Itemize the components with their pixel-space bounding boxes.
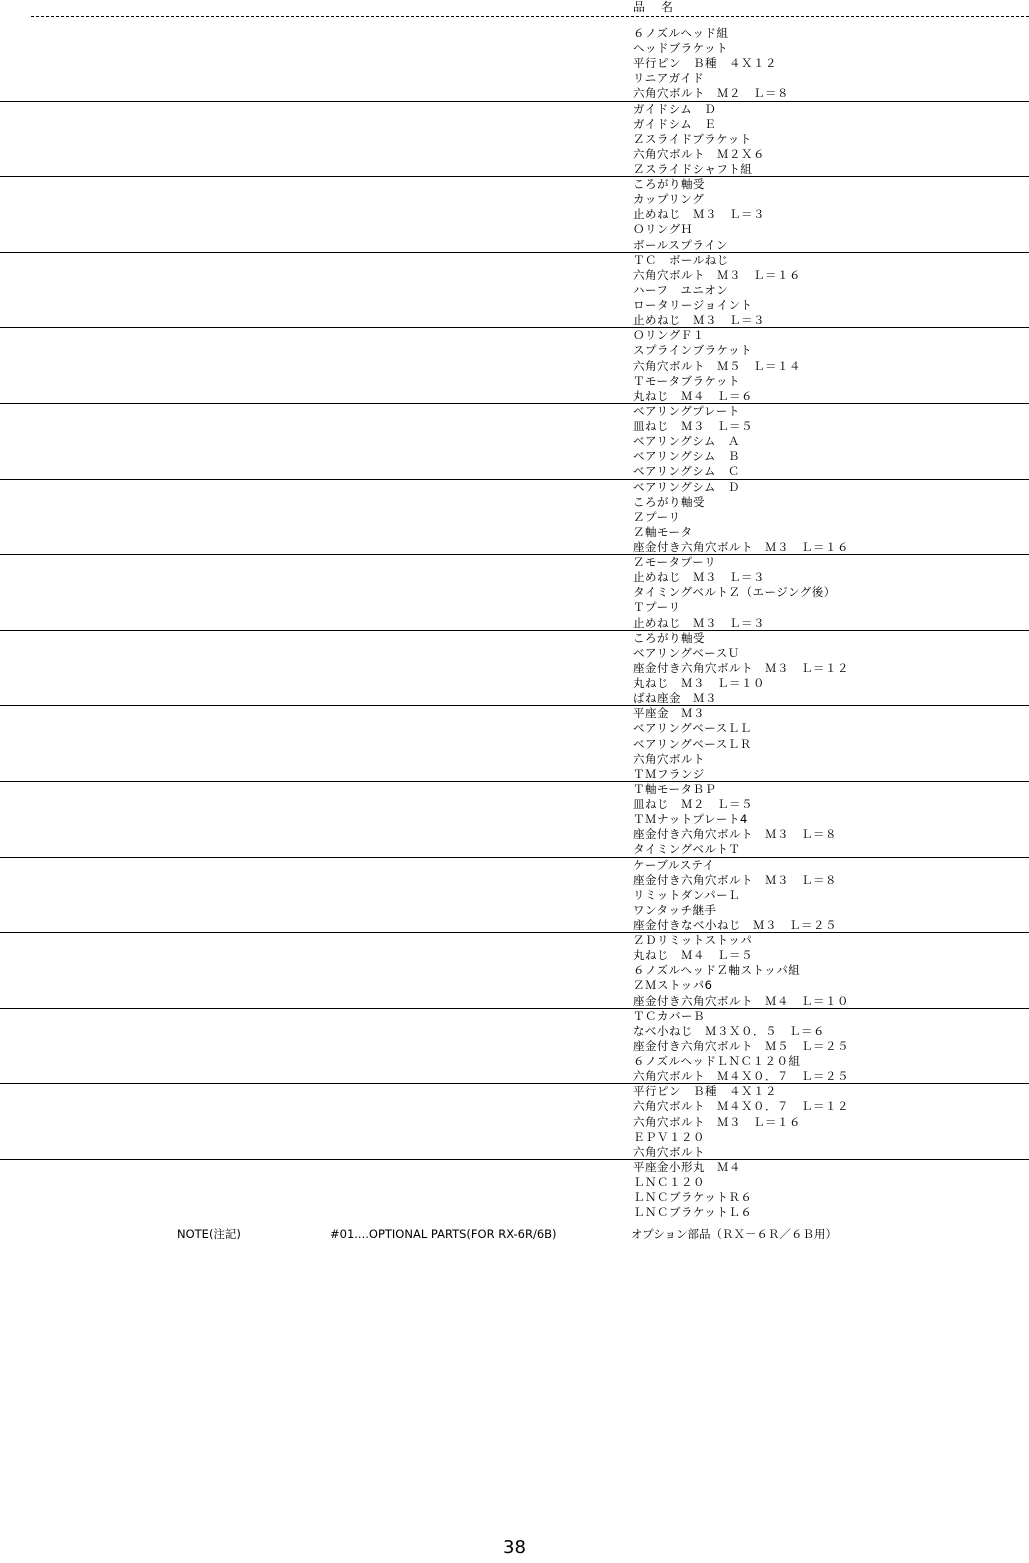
- part-name: 止めねじ Ｍ３ Ｌ＝３: [633, 570, 765, 585]
- part-name: Ｚスライドブラケット: [633, 131, 752, 146]
- part-name: Ｚスライドシャフト組: [633, 161, 753, 176]
- parts-group: [0, 1009, 1029, 1085]
- part-name: ころがり軸受: [633, 494, 705, 509]
- part-name: スプラインブラケット: [633, 343, 753, 358]
- part-name: 六角穴ボルト Ｍ４Ｘ０．７ Ｌ＝２５: [633, 1069, 849, 1084]
- parts-group-names: [633, 480, 849, 555]
- part-name: ＴＣカバーＢ: [633, 1008, 705, 1023]
- parts-group: [0, 631, 1029, 707]
- part-name: ベアリングベースＵ: [633, 645, 740, 660]
- part-name: 座金付き六角穴ボルト Ｍ３ Ｌ＝１６: [633, 539, 849, 554]
- part-name: 止めねじ Ｍ３ Ｌ＝３: [633, 615, 765, 630]
- part-name: ハーフ ユニオン: [633, 282, 729, 297]
- note-label: NOTE(注記): [177, 1227, 241, 1241]
- parts-group-names: [633, 404, 753, 479]
- parts-group-names: [633, 1009, 849, 1084]
- part-name: タイミングベルトＴ: [633, 842, 741, 857]
- part-name: 六角穴ボルト Ｍ２Ｘ６: [633, 146, 765, 161]
- part-name: ベアリングシム Ｂ: [633, 449, 740, 464]
- part-name: ころがり軸受: [633, 177, 705, 192]
- part-name: Ｚプーリ: [633, 509, 681, 524]
- part-name: ベアリングベースＬＬ: [633, 721, 752, 736]
- part-name: ガイドシム Ｅ: [633, 116, 717, 131]
- part-name: ＥＰＶ１２０: [633, 1129, 705, 1144]
- part-name: ベアリングシム Ａ: [633, 434, 740, 449]
- part-name: ベアリングプレート: [633, 403, 740, 418]
- part-name: 六角穴ボルト Ｍ２ Ｌ＝８: [633, 86, 789, 101]
- part-name: Ｔ軸モータＢＰ: [633, 781, 717, 796]
- part-name: 丸ねじ Ｍ４ Ｌ＝６: [633, 388, 753, 403]
- parts-group: [0, 555, 1029, 631]
- parts-group: [0, 480, 1029, 556]
- parts-group: [0, 1084, 1029, 1160]
- part-name: 六角穴ボルト Ｍ４Ｘ０．７ Ｌ＝１２: [633, 1099, 849, 1114]
- part-name: ワンタッチ継手: [633, 902, 717, 917]
- part-name: ＯリングＨ: [633, 222, 693, 237]
- part-name: ヘッドブラケット: [633, 41, 729, 56]
- note-optional-parts-ja: オプション部品（ＲＸ－６Ｒ／６Ｂ用）: [631, 1227, 837, 1241]
- part-name: 座金付き六角穴ボルト Ｍ３ Ｌ＝１２: [633, 660, 849, 675]
- part-name: タイミングベルトＺ（エージング後）: [633, 585, 836, 600]
- part-name: リミットダンパーＬ: [633, 887, 741, 902]
- parts-group-names: [633, 26, 789, 101]
- part-name: Ｚ軸モータ: [633, 524, 693, 539]
- parts-group: [0, 253, 1029, 329]
- part-name: ケーブルステイ: [633, 857, 715, 872]
- part-name: 平行ピン Ｂ種 ４Ｘ１２: [633, 1084, 777, 1099]
- part-name: ころがり軸受: [633, 630, 705, 645]
- part-name: ＬＮＣブラケットＬ６: [633, 1205, 753, 1220]
- parts-group: [0, 177, 1029, 253]
- part-name: 座金付きなべ小ねじ Ｍ３ Ｌ＝２５: [633, 917, 837, 932]
- parts-group-names: [633, 1084, 849, 1159]
- part-name: 座金付き六角穴ボルト Ｍ５ Ｌ＝２５: [633, 1038, 849, 1053]
- parts-group-names: [633, 555, 836, 630]
- header-dashed-divider: [31, 16, 1029, 17]
- parts-group: [0, 933, 1029, 1009]
- part-name: 平行ピン Ｂ種 ４Ｘ１２: [633, 56, 777, 71]
- part-name: ＴＣ ボールねじ: [633, 252, 729, 267]
- part-name: ６ノズルヘッドＬＮＣ１２０組: [633, 1054, 801, 1068]
- part-name: 六角穴ボルト Ｍ３ Ｌ＝１６: [633, 267, 801, 282]
- part-name: 止めねじ Ｍ３ Ｌ＝３: [633, 313, 765, 328]
- part-name: 六角穴ボルト Ｍ５ Ｌ＝１４: [633, 358, 801, 373]
- part-name: ＬＮＣ１２０: [633, 1175, 705, 1189]
- parts-group-names: [633, 933, 849, 1008]
- part-name: ＯリングＦ１: [633, 328, 705, 343]
- part-name: 六角穴ボルト: [633, 751, 705, 766]
- page-number: 38: [503, 1537, 526, 1558]
- part-name: Ｔプーリ: [633, 600, 681, 615]
- part-name: 平座金小形丸 Ｍ４: [633, 1159, 741, 1174]
- parts-group: [0, 858, 1029, 934]
- part-name: Ｚモータプーリ: [633, 555, 717, 570]
- part-name: ６ノズルヘッドＺ軸ストッパ組: [633, 963, 801, 978]
- part-name: ベアリングベースＬＲ: [633, 736, 752, 751]
- parts-group: [0, 782, 1029, 858]
- part-name: カップリング: [633, 192, 705, 207]
- part-name: ベアリングシム Ｃ: [633, 464, 740, 479]
- part-name: ６ノズルヘッド組: [633, 26, 729, 40]
- parts-group-names: [633, 253, 801, 328]
- parts-group: [0, 26, 1029, 102]
- part-name: ＴＭナットプレート4: [633, 812, 748, 827]
- parts-group: [0, 1160, 1029, 1236]
- part-name: 座金付き六角穴ボルト Ｍ４ Ｌ＝１０: [633, 993, 849, 1008]
- part-name: Ｔモータブラケット: [633, 373, 740, 388]
- column-header-part-name: 品 名: [633, 0, 676, 14]
- part-name: 皿ねじ Ｍ２ Ｌ＝５: [633, 797, 753, 812]
- part-name: ベアリングシム Ｄ: [633, 479, 740, 494]
- parts-group-names: [633, 858, 837, 933]
- part-name: ガイドシム Ｄ: [633, 101, 717, 116]
- parts-group: [0, 706, 1029, 782]
- parts-group: [0, 328, 1029, 404]
- part-name: なべ小ねじ Ｍ３Ｘ０．５ Ｌ＝６: [633, 1023, 825, 1038]
- parts-group: [0, 102, 1029, 178]
- part-name: 座金付き六角穴ボルト Ｍ３ Ｌ＝８: [633, 872, 837, 887]
- note-optional-parts-en: #01....OPTIONAL PARTS(FOR RX-6R/6B): [330, 1227, 557, 1241]
- part-name: 止めねじ Ｍ３ Ｌ＝３: [633, 207, 765, 222]
- part-name: ＺＭストッパ6: [633, 978, 713, 993]
- parts-group: [0, 404, 1029, 480]
- parts-group-names: [633, 631, 849, 706]
- parts-list: [0, 26, 1029, 1236]
- part-name: ＺＤリミットストッパ: [633, 933, 753, 948]
- part-name: ばね座金 Ｍ３: [633, 691, 717, 706]
- part-name: 六角穴ボルト Ｍ３ Ｌ＝１６: [633, 1114, 801, 1129]
- part-name: 六角穴ボルト: [633, 1144, 705, 1159]
- part-name: 平座金 Ｍ３: [633, 706, 705, 721]
- parts-group-names: [633, 102, 765, 177]
- parts-group-names: [633, 328, 801, 403]
- part-name: 座金付き六角穴ボルト Ｍ３ Ｌ＝８: [633, 827, 837, 842]
- parts-group-names: [633, 177, 765, 252]
- parts-group-names: [633, 1160, 752, 1220]
- part-name: ＬＮＣブラケットＲ６: [633, 1190, 753, 1205]
- part-name: ボールスプライン: [633, 237, 729, 252]
- parts-group-names: [633, 782, 837, 857]
- part-name: 丸ねじ Ｍ３ Ｌ＝１０: [633, 676, 765, 691]
- part-name: リニアガイド: [633, 71, 705, 86]
- parts-group-names: [633, 706, 752, 781]
- part-name: 皿ねじ Ｍ３ Ｌ＝５: [633, 419, 753, 434]
- part-name: 丸ねじ Ｍ４ Ｌ＝５: [633, 948, 753, 963]
- part-name: ロータリージョイント: [633, 298, 753, 313]
- part-name: ＴＭフランジ: [633, 766, 705, 781]
